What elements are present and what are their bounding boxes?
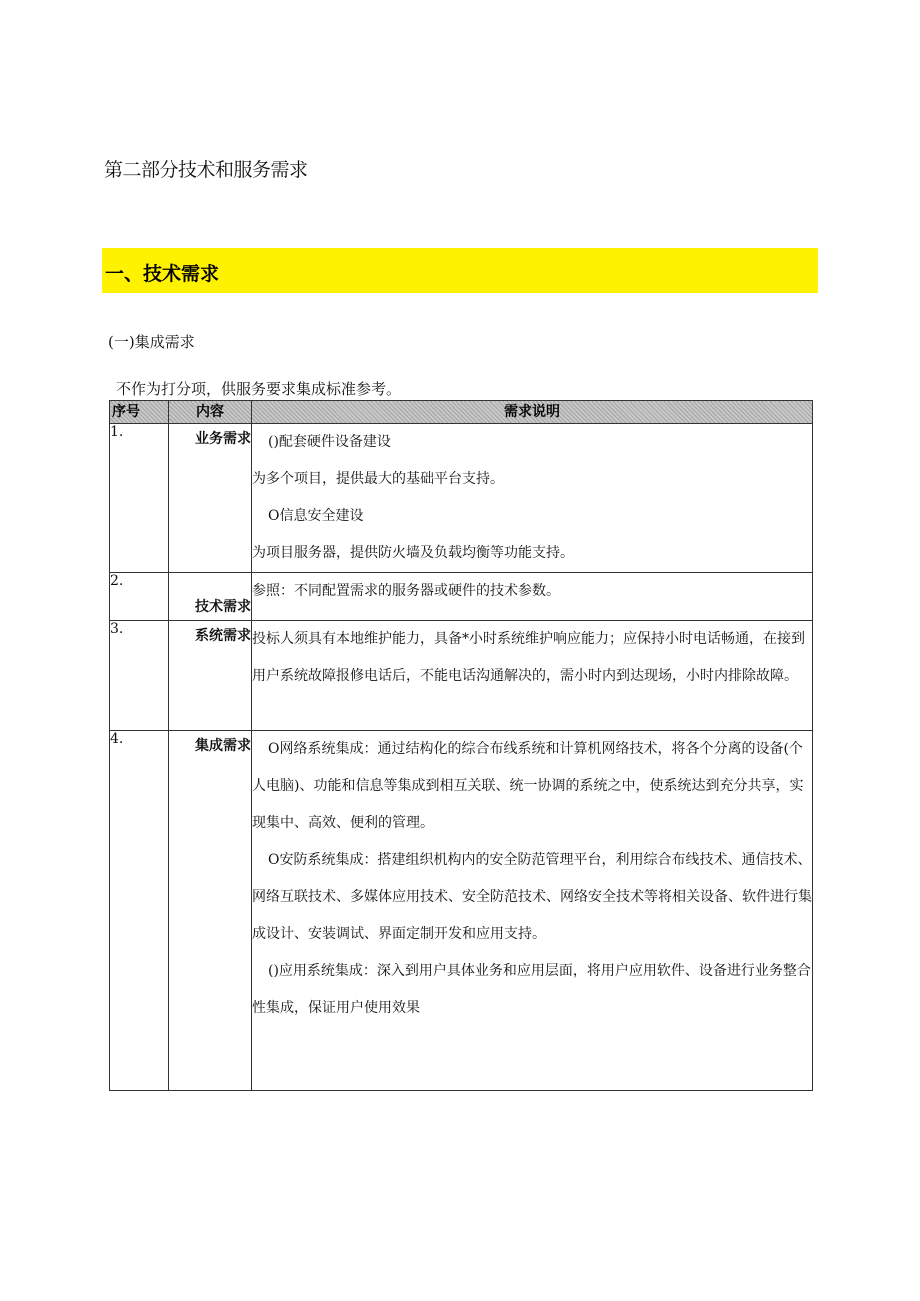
desc-paragraph: O安防系统集成：搭建组织机构内的安全防范管理平台，利用综合布线技术、通信技术、网络互联技术、多媒体应用技术、安全防范技术、网络安全技术等将相关设备、软件进行集成设计、安装调试、界面定制开发和应用支持。	[252, 852, 812, 942]
desc-paragraph: 投标人须具有本地维护能力，具备*小时系统维护响应能力；应保持小时电话畅通，在接到用户系统故障报修电话后，不能电话沟通解决的，需小时内到达现场，小时内排除故障。	[252, 631, 805, 684]
desc-paragraph: 为项目服务器，提供防火墙及负载均衡等功能支持。	[252, 545, 574, 561]
header-description: 需求说明	[252, 401, 813, 424]
row-no: 2.	[110, 573, 169, 621]
table-row	[110, 731, 813, 1091]
row-description	[252, 424, 813, 573]
requirements-table	[109, 400, 813, 1091]
table-header-row	[110, 401, 813, 424]
row-no: 1.	[110, 424, 169, 573]
row-no: 4.	[110, 731, 169, 1091]
section-title: 一、技术需求	[105, 263, 220, 285]
row-category: 集成需求	[169, 731, 252, 1091]
desc-paragraph: ()应用系统集成：深入到用户具体业务和应用层面，将用户应用软件、设备进行业务整合性集成，保证用户使用效果	[252, 963, 811, 1016]
desc-paragraph: ()配套硬件设备建设	[268, 434, 391, 450]
subsection-title: (一)集成需求	[108, 333, 195, 351]
desc-paragraph: O信息安全建设	[268, 508, 364, 524]
row-description	[252, 573, 813, 621]
row-no: 3.	[110, 621, 169, 731]
document-title: 第二部分技术和服务需求	[104, 159, 308, 181]
desc-paragraph: 参照：不同配置需求的服务器或硬件的技术参数。	[252, 583, 560, 599]
row-category: 系统需求	[169, 621, 252, 731]
table-row	[110, 621, 813, 731]
section-banner	[102, 248, 818, 293]
header-no: 序号	[110, 401, 169, 424]
row-category: 业务需求	[169, 424, 252, 573]
header-content: 内容	[169, 401, 252, 424]
desc-paragraph: 为多个项目，提供最大的基础平台支持。	[252, 471, 504, 487]
table-row	[110, 573, 813, 621]
desc-paragraph: O网络系统集成：通过结构化的综合布线系统和计算机网络技术，将各个分离的设备(个人电脑)、功能和信息等集成到相互关联、统一协调的系统之中，使系统达到充分共享，实现集中、高效、便利的管理。	[252, 741, 804, 831]
row-description	[252, 621, 813, 731]
note-text: 不作为打分项，供服务要求集成标准参考。	[116, 380, 402, 398]
row-category: 技术需求	[169, 573, 252, 621]
row-description	[252, 731, 813, 1091]
table-row	[110, 424, 813, 573]
